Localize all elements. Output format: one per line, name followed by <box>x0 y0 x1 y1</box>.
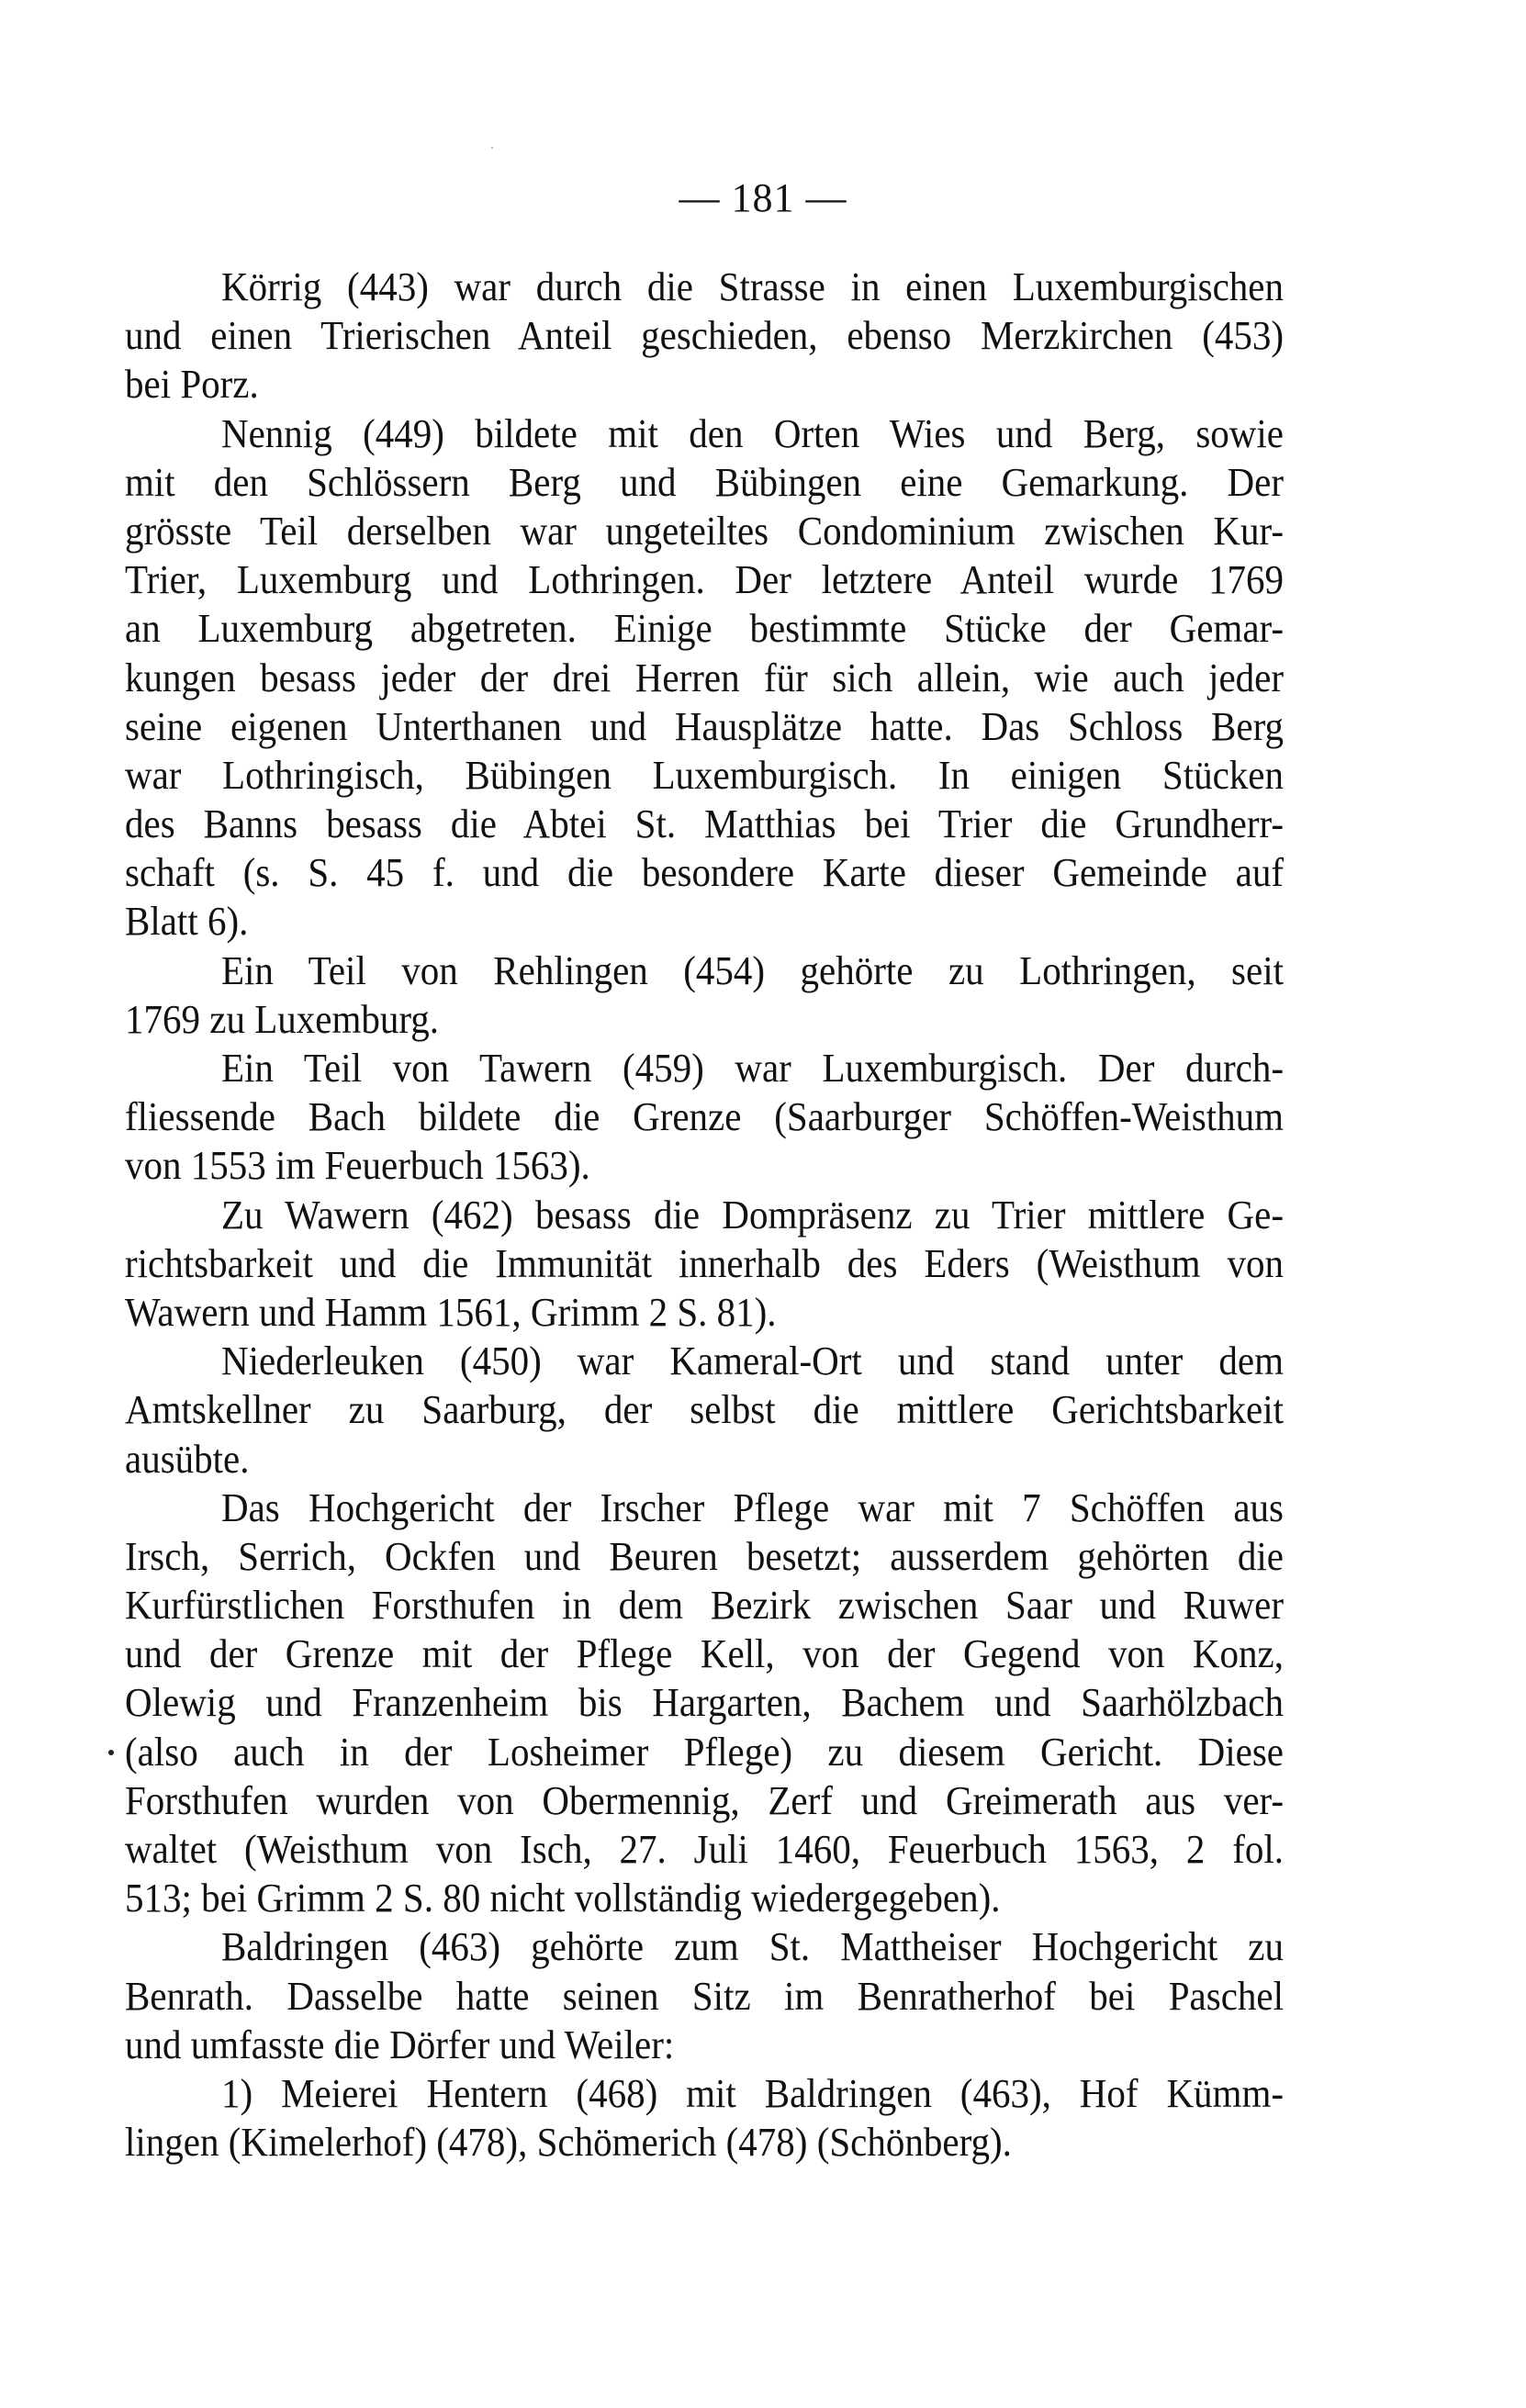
text-line: grösste Teil derselben war ungeteiltes Condominium zwischen Kur- <box>125 508 1284 554</box>
text-line: seine eigenen Unterthanen und Hausplätze hatte. Das Schloss Berg <box>125 702 1284 749</box>
paragraph <box>125 409 1284 946</box>
text-line: von 1553 im Feuerbuch 1563). <box>125 1142 590 1189</box>
text-line: Forsthufen wurden von Obermennig, Zerf und Greimerath aus ver- <box>125 1776 1284 1823</box>
text-line: und umfasste die Dörfer und Weiler: <box>125 2021 675 2067</box>
text-line: Amtskellner zu Saarburg, der selbst die mittlere Gerichtsbarkeit <box>125 1386 1284 1433</box>
text-line: Irsch, Serrich, Ockfen und Beuren besetzt; ausserdem gehörten die <box>125 1532 1284 1579</box>
text-line: des Banns besass die Abtei St. Matthias bei Trier die Grundherr- <box>125 801 1284 846</box>
text-line: Das Hochgericht der Irscher Pflege war mit 7 Schöffen aus <box>221 1484 1284 1530</box>
paragraph <box>125 1922 1284 2069</box>
scan-speck <box>491 147 493 149</box>
text-line: (also auch in der Losheimer Pflege) zu diesem Gericht. Diese <box>125 1728 1284 1775</box>
text-line: schaft (s. S. 45 f. und die besondere Karte dieser Gemeinde auf <box>125 849 1284 896</box>
text-line: Benrath. Dasselbe hatte seinen Sitz im Benratherhof bei Paschel <box>125 1972 1284 2019</box>
margin-dot <box>108 1750 114 1755</box>
text-line: Trier, Luxemburg und Lothringen. Der letztere Anteil wurde 1769 <box>125 556 1284 602</box>
body-text <box>125 263 1284 2167</box>
text-line: bei Porz. <box>125 361 259 408</box>
text-line: kungen besass jeder der drei Herren für sich allein, wie auch jeder <box>125 654 1284 700</box>
text-line: 513; bei Grimm 2 S. 80 nicht vollständig wiedergegeben). <box>125 1875 1001 1921</box>
paragraph <box>125 263 1284 409</box>
text-line: Zu Wawern (462) besass die Dompräsenz zu Trier mittlere Ge- <box>221 1191 1284 1238</box>
text-line: war Lothringisch, Bübingen Luxemburgisch. In einigen Stücken <box>125 751 1284 798</box>
paragraph <box>125 1044 1284 1191</box>
text-line: an Luxemburg abgetreten. Einige bestimmte Stücke der Gemar- <box>125 605 1284 652</box>
text-line: richtsbarkeit und die Immunität innerhalb des Eders (Weisthum von <box>125 1239 1284 1286</box>
text-line: Kurfürstlichen Forsthufen in dem Bezirk zwischen Saar und Ruwer <box>125 1582 1284 1628</box>
text-line: Körrig (443) war durch die Strasse in einen Luxemburgischen <box>221 263 1284 309</box>
text-line: 1769 zu Luxemburg. <box>125 995 439 1042</box>
text-line: Wawern und Hamm 1561, Grimm 2 S. 81). <box>125 1289 777 1335</box>
text-line: Olewig und Franzenheim bis Hargarten, Bachem und Saarhölzbach <box>125 1679 1284 1726</box>
paragraph <box>125 1484 1284 1923</box>
text-line: und der Grenze mit der Pflege Kell, von der Gegend von Konz, <box>125 1630 1284 1677</box>
paragraph <box>125 1337 1284 1484</box>
text-line: Baldringen (463) gehörte zum St. Mattheiser Hochgericht zu <box>221 1923 1284 1970</box>
text-line: mit den Schlössern Berg und Bübingen eine Gemarkung. Der <box>125 458 1284 505</box>
text-line: 1) Meierei Hentern (468) mit Baldringen (463), Hof Kümm- <box>221 2070 1284 2116</box>
text-line: Blatt 6). <box>125 898 249 945</box>
text-line: Niederleuken (450) war Kameral-Ort und stand unter dem <box>221 1338 1284 1383</box>
text-line: waltet (Weisthum von Isch, 27. Juli 1460, Feuerbuch 1563, 2 fol. <box>125 1826 1284 1872</box>
text-line: Ein Teil von Rehlingen (454) gehörte zu Lothringen, seit <box>221 946 1284 993</box>
text-line: Ein Teil von Tawern (459) war Luxemburgisch. Der durch- <box>221 1045 1284 1091</box>
paragraph <box>125 2069 1284 2167</box>
text-line: und einen Trierischen Anteil geschieden, ebenso Merzkirchen (453) <box>125 312 1284 358</box>
text-line: lingen (Kimelerhof) (478), Schömerich (478) (Schönberg). <box>125 2119 1012 2165</box>
paragraph <box>125 946 1284 1044</box>
page-number: — 181 — <box>679 175 847 220</box>
paragraph <box>125 1191 1284 1338</box>
text-line: ausübte. <box>125 1435 250 1482</box>
text-line: fliessende Bach bildete die Grenze (Saarburger Schöffen-Weisthum <box>125 1093 1284 1139</box>
text-line: Nennig (449) bildete mit den Orten Wies und Berg, sowie <box>221 409 1284 456</box>
